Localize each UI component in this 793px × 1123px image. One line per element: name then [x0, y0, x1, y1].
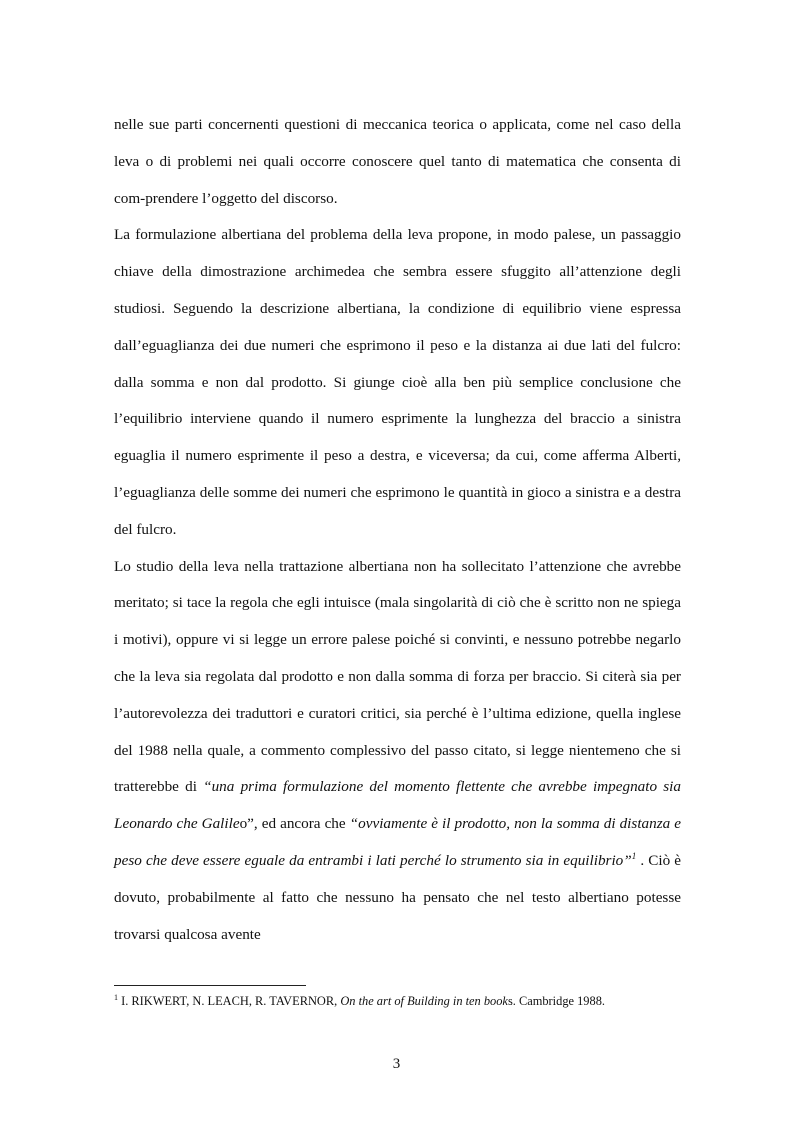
footnote-separator — [114, 985, 306, 986]
footnote-authors: I. RIKWERT, N. LEACH, R. TAVERNOR, — [118, 994, 341, 1009]
footnote-rest: s. Cambridge 1988. — [507, 994, 605, 1009]
footnote-title: On the art of Building in ten book — [340, 994, 508, 1009]
quote-1-close: o”, ed ancora che — [239, 815, 350, 833]
footnote-reference[interactable]: 1 — [631, 850, 637, 861]
footnote-number: 1 — [114, 993, 118, 1002]
footnote — [114, 989, 681, 1010]
quote-2: “ovviamente è il prodotto, non la somma di distanza e peso che deve essere eguale da entrambi i lati perché lo strumento sia in equilibrio” — [114, 815, 681, 869]
paragraph-3-text-b: . Ciò è dovuto, probabilmente al fatto che nessuno ha pensato che nel testo albertiano potesse trovarsi qualcosa avente — [114, 851, 682, 943]
page-number: 3 — [392, 1056, 401, 1072]
document-body — [114, 107, 681, 953]
quote-1: “una prima formulazione del momento flettente che avrebbe impegnato sia Leonardo che Galile — [114, 778, 681, 833]
paragraph-2: La formulazione albertiana del problema della leva propone, in modo palese, un passaggio chiave della dimostrazione archimedea che sembra essere sfuggito all’attenzione degli studiosi. Seguendo la descrizione albertiana, la condizione di equilibrio viene espressa dall’eguaglianza dei due numeri che esprimono il peso e la distanza ai due lati del fulcro: dalla somma e non dal prodotto. Si giunge cioè alla ben più semplice conclusione che l’equilibrio interviene quando il numero esprimente la lunghezza del braccio a sinistra eguaglia il numero esprimente il peso a destra, e viceversa; da cui, come afferma Alberti, l’eguaglianza delle somme dei numeri che esprimono le quantità in gioco a sinistra e a destra del fulcro. — [114, 226, 681, 538]
paragraph-3-text-a: Lo studio della leva nella trattazione albertiana non ha sollecitato l’attenzione che avrebbe meritato; si tace la regola che egli intuisce (mala singolarità di ciò che è scritto non ne spiega i motivi), oppure vi si legge un errore palese poiché si convinti, e nessuno potrebbe negarlo che la leva sia regolata dal prodotto e non dalla somma di forza per braccio. Si citerà sia per l’autorevolezza dei traduttori e curatori critici, sia perché è l’ultima edizione, quella inglese del 1988 nella quale, a commento complessivo del passo citato, si legge nientemeno che si tratterebbe di — [114, 557, 681, 796]
paragraph-3 — [114, 549, 681, 954]
paragraph-1: nelle sue parti concernenti questioni di meccanica teorica o applicata, come nel caso della leva o di problemi nei quali occorre conoscere quel tanto di matematica che consenta di com-prendere l’oggetto del discorso. — [114, 116, 681, 207]
